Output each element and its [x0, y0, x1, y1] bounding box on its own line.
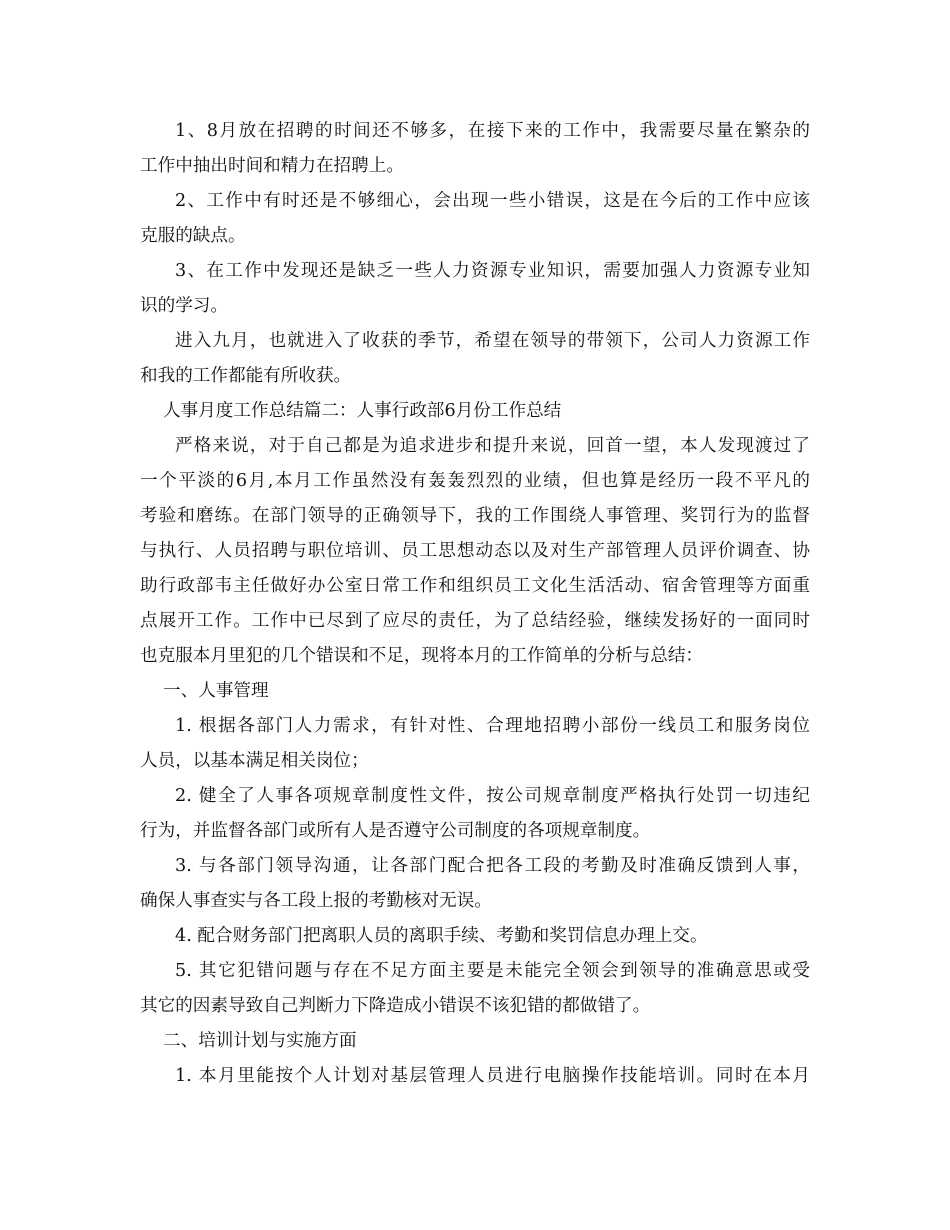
text-line: 5. 其它犯错问题与存在不足方面主要是未能完全领会到领导的准确意思或受: [175, 961, 810, 981]
text-line: 其它的因素导致自己判断力下降造成小错误不该犯错的都做错了。: [140, 996, 651, 1016]
text-line: 1. 本月里能按个人计划对基层管理人员进行电脑操作技能培训。同时在本月: [175, 1066, 810, 1086]
text-line: 3. 与各部门领导沟通，让各部门配合把各工段的考勤及时准确反馈到人事，: [175, 856, 810, 876]
section-heading: 二、培训计划与实施方面: [163, 1031, 357, 1051]
text-line: 也克服本月里犯的几个错误和不足，现将本月的工作简单的分析与总结：: [140, 646, 704, 666]
document-body: [140, 114, 810, 1094]
text-line: 2. 健全了人事各项规章制度性文件，按公司规章制度严格执行处罚一切违纪: [175, 786, 810, 806]
text-line: 2、工作中有时还是不够细心，会出现一些小错误，这是在今后的工作中应该: [175, 191, 810, 211]
section-heading: 一、人事管理: [163, 681, 269, 701]
text-line: 进入九月，也就进入了收获的季节，希望在领导的带领下，公司人力资源工作: [175, 331, 810, 351]
text-line: 1、8月放在招聘的时间还不够多，在接下来的工作中，我需要尽量在繁杂的: [175, 121, 810, 141]
section-title: 人事月度工作总结篇二：人事行政部6月份工作总结: [163, 401, 562, 421]
text-line: 3、在工作中发现还是缺乏一些人力资源专业知识，需要加强人力资源专业知: [175, 261, 810, 281]
text-line: 和我的工作都能有所收获。: [140, 366, 352, 386]
text-line: 助行政部韦主任做好办公室日常工作和组织员工文化生活活动、宿舍管理等方面重: [140, 576, 810, 596]
text-line: 识的学习。: [140, 296, 228, 316]
text-line: 点展开工作。工作中已尽到了应尽的责任，为了总结经验，继续发扬好的一面同时: [140, 611, 810, 631]
text-line: 行为，并监督各部门或所有人是否遵守公司制度的各项规章制度。: [140, 821, 651, 841]
text-line: 工作中抽出时间和精力在招聘上。: [140, 156, 404, 176]
text-line: 4. 配合财务部门把离职人员的离职手续、考勤和奖罚信息办理上交。: [175, 926, 708, 946]
text-line: 克服的缺点。: [140, 226, 246, 246]
text-line: 确保人事查实与各工段上报的考勤核对无误。: [140, 891, 492, 911]
text-line: 与执行、人员招聘与职位培训、员工思想动态以及对生产部管理人员评价调查、协: [140, 541, 810, 561]
text-line: 人员，以基本满足相关岗位；: [140, 751, 369, 771]
text-line: 考验和磨练。在部门领导的正确领导下，我的工作围绕人事管理、奖罚行为的监督: [140, 506, 810, 526]
text-line: 一个平淡的6月,本月工作虽然没有轰轰烈烈的业绩，但也算是经历一段不平凡的: [140, 471, 810, 491]
text-line: 1. 根据各部门人力需求，有针对性、合理地招聘小部份一线员工和服务岗位: [175, 716, 810, 736]
text-line: 严格来说，对于自己都是为追求进步和提升来说，回首一望，本人发现渡过了: [175, 436, 810, 456]
